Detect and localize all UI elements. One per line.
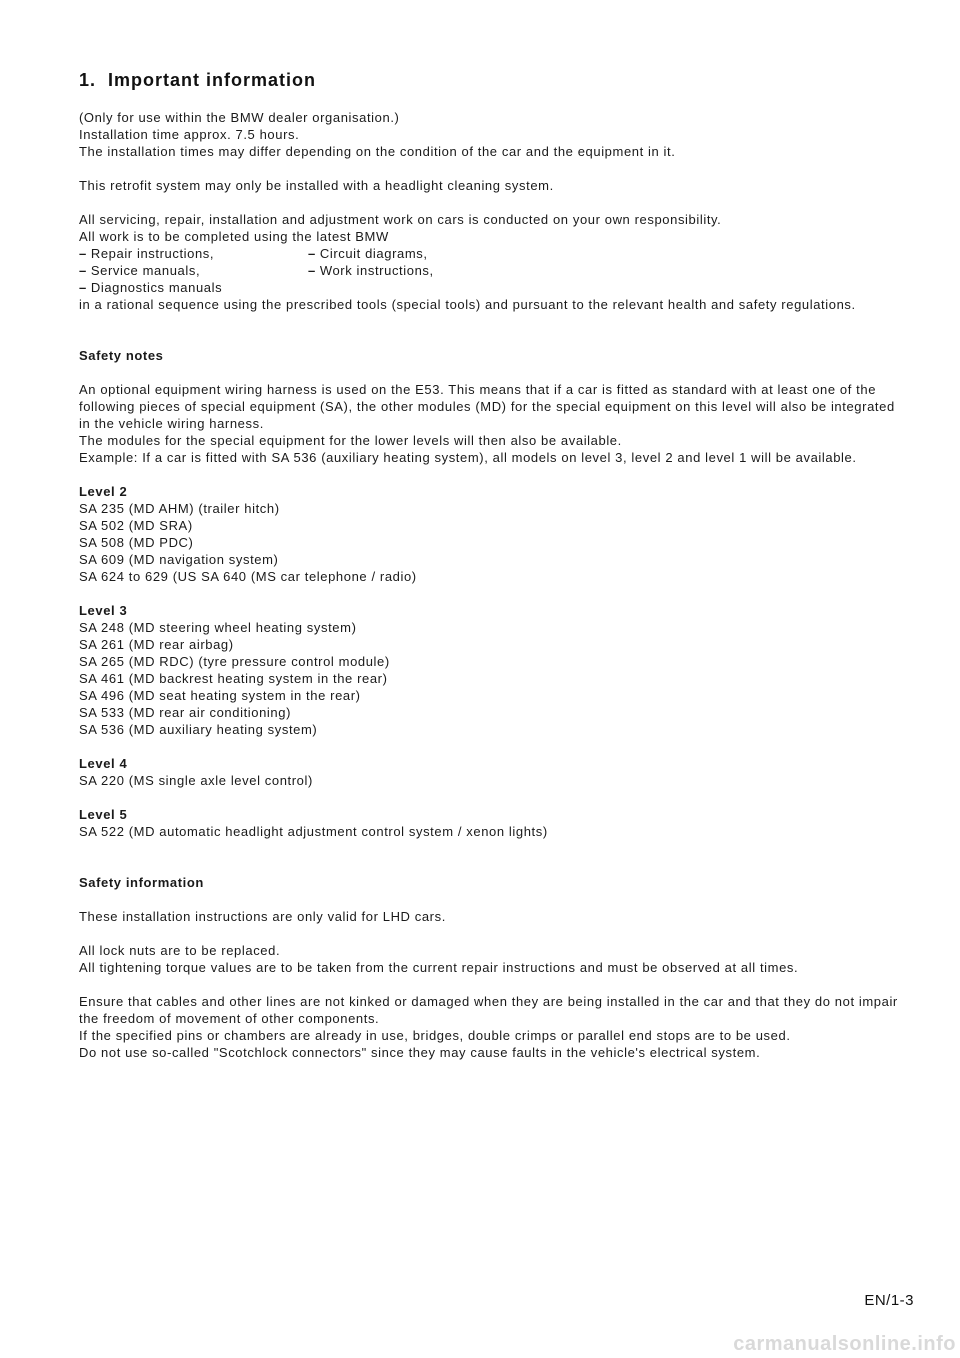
scotchlock-note: Do not use so-called "Scotchlock connectors" since they may cause faults in the vehicle's electrical system. <box>79 1045 761 1060</box>
level-item: SA 533 (MD rear air conditioning) <box>79 705 292 720</box>
section-number: 1. <box>79 70 97 90</box>
list-item: Circuit diagrams, <box>319 246 428 261</box>
intro-line: (Only for use within the BMW dealer organisation.) <box>79 110 400 125</box>
safety-notes-modules: The modules for the special equipment for the lower levels will then also be available. <box>79 433 622 448</box>
pins-note: If the specified pins or chambers are already in use, bridges, double crimps or parallel end stops are to be used. <box>79 1028 791 1043</box>
level-item: SA 235 (MD AHM) (trailer hitch) <box>79 501 280 516</box>
level-title: Level 3 <box>79 603 128 618</box>
page-title <box>79 70 899 91</box>
lhd-note: These installation instructions are only valid for LHD cars. <box>79 909 446 924</box>
level-title: Level 4 <box>79 756 128 771</box>
level-item: SA 502 (MD SRA) <box>79 518 193 533</box>
level-title: Level 5 <box>79 807 128 822</box>
list-item: Diagnostics manuals <box>90 280 223 295</box>
torque-note: All tightening torque values are to be taken from the current repair instructions and must be observed at all times. <box>79 960 799 975</box>
level-item: SA 522 (MD automatic headlight adjustment control system / xenon lights) <box>79 824 548 839</box>
watermark: carmanualsonline.info <box>676 1330 960 1358</box>
list-item: Service manuals, <box>90 263 201 278</box>
level-item: SA 536 (MD auxiliary heating system) <box>79 722 318 737</box>
servicing-closing: in a rational sequence using the prescribed tools (special tools) and pursuant to the relevant health and safety regulations. <box>79 297 856 312</box>
document-page <box>79 70 899 1061</box>
documentation-list-row: – Diagnostics manuals <box>79 280 223 295</box>
safety-notes-paragraph: An optional equipment wiring harness is used on the E53. This means that if a car is fitted as standard with at least one of the following pieces of special equipment (SA), the other modules (MD) for the special equipment on this level will also be integrated in the vehicle wiring harness. <box>79 382 895 431</box>
level-title: Level 2 <box>79 484 128 499</box>
retrofit-note: This retrofit system may only be installed with a headlight cleaning system. <box>79 178 554 193</box>
level-item: SA 496 (MD seat heating system in the rear) <box>79 688 361 703</box>
level-item: SA 624 to 629 (US SA 640 (MS car telephone / radio) <box>79 569 417 584</box>
cables-note: Ensure that cables and other lines are not kinked or damaged when they are being installed in the car and that they do not impair the freedom of movement of other components. <box>79 994 898 1026</box>
servicing-line: All servicing, repair, installation and adjustment work on cars is conducted on your own responsibility. <box>79 212 722 227</box>
section-title: Important information <box>108 70 317 90</box>
intro-block <box>79 109 899 1061</box>
servicing-line: All work is to be completed using the latest BMW <box>79 229 389 244</box>
list-item: Repair instructions, <box>90 246 215 261</box>
level-item: SA 248 (MD steering wheel heating system) <box>79 620 357 635</box>
page-number: EN/1-3 <box>864 1292 914 1309</box>
level-item: SA 609 (MD navigation system) <box>79 552 279 567</box>
level-item: SA 265 (MD RDC) (tyre pressure control module) <box>79 654 390 669</box>
safety-notes-heading: Safety notes <box>79 348 164 363</box>
documentation-list-row: – Service manuals, – Work instructions, <box>79 263 434 278</box>
safety-information-heading: Safety information <box>79 875 204 890</box>
level-item: SA 461 (MD backrest heating system in the rear) <box>79 671 388 686</box>
safety-notes-example: Example: If a car is fitted with SA 536 (auxiliary heating system), all models on level 3, level 2 and level 1 will be available. <box>79 450 857 465</box>
list-item: Work instructions, <box>319 263 434 278</box>
level-item: SA 220 (MS single axle level control) <box>79 773 313 788</box>
lock-nuts-note: All lock nuts are to be replaced. <box>79 943 281 958</box>
level-item: SA 508 (MD PDC) <box>79 535 194 550</box>
intro-line: Installation time approx. 7.5 hours. <box>79 127 300 142</box>
level-item: SA 261 (MD rear airbag) <box>79 637 234 652</box>
intro-line: The installation times may differ depending on the condition of the car and the equipment in it. <box>79 144 676 159</box>
documentation-list-row: – Repair instructions, – Circuit diagrams, <box>79 246 428 261</box>
